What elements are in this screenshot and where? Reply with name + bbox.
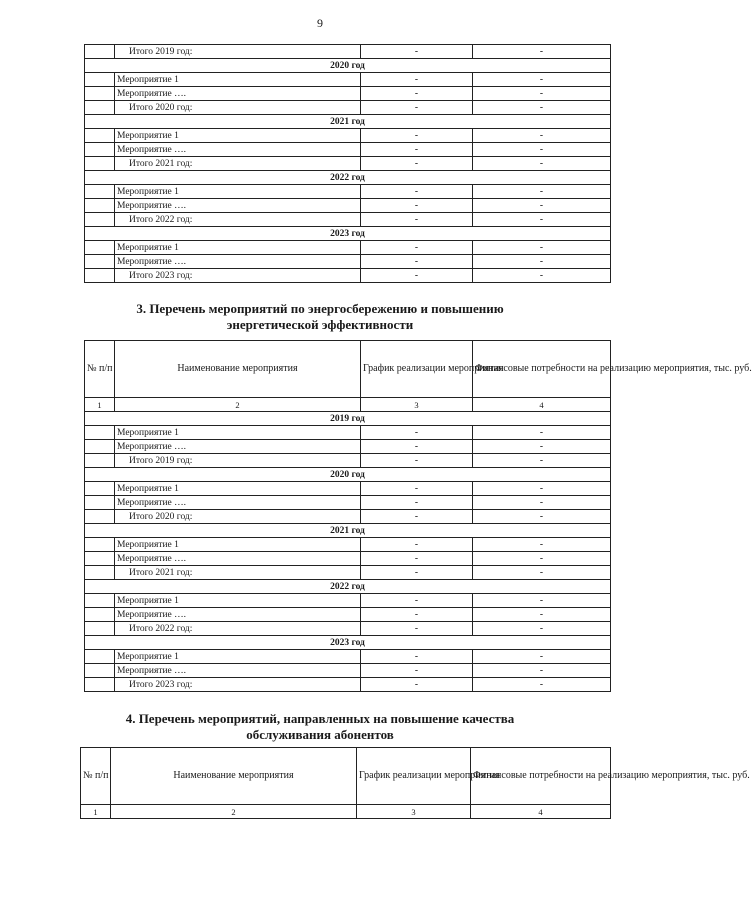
activity-name: Мероприятие 1 (115, 185, 361, 199)
column-number-row (81, 805, 611, 819)
schedule-value: - (361, 454, 473, 468)
total-row (85, 269, 611, 283)
finance-value: - (473, 608, 611, 622)
row-number-cell (85, 185, 115, 199)
row-number-cell (85, 241, 115, 255)
activity-name: Мероприятие …. (115, 87, 361, 101)
year-row (85, 468, 611, 482)
section3-table (84, 340, 752, 692)
header-row (81, 748, 611, 805)
total-row (85, 510, 611, 524)
schedule-value: - (361, 566, 473, 580)
finance-value: - (473, 538, 611, 552)
activity-name: Мероприятие …. (115, 664, 361, 678)
row-number-cell (85, 157, 115, 171)
activity-name: Мероприятие …. (115, 496, 361, 510)
table-row (85, 87, 611, 101)
finance-value: - (473, 269, 611, 283)
schedule-value: - (361, 678, 473, 692)
activity-name: Мероприятие …. (115, 199, 361, 213)
finance-value: - (473, 73, 611, 87)
activity-name: Мероприятие …. (115, 143, 361, 157)
section3-title-line1: 3. Перечень мероприятий по энергосбережению и повышению (136, 301, 504, 316)
finance-value: - (473, 255, 611, 269)
finance-value: - (473, 552, 611, 566)
schedule-value: - (361, 269, 473, 283)
activity-name: Мероприятие 1 (115, 73, 361, 87)
schedule-value: - (361, 143, 473, 157)
header-name: Наименование мероприятия (111, 748, 357, 805)
row-number-cell (85, 594, 115, 608)
row-number-cell (85, 101, 115, 115)
year-row (85, 59, 611, 73)
schedule-value: - (361, 482, 473, 496)
year-label: 2023 год (85, 227, 611, 241)
schedule-value: - (361, 538, 473, 552)
finance-value: - (473, 678, 611, 692)
table-row (85, 241, 611, 255)
finance-value: - (473, 454, 611, 468)
total-label: Итого 2019 год: (115, 454, 361, 468)
row-number-cell (85, 454, 115, 468)
total-label: Итого 2020 год: (115, 101, 361, 115)
row-number-cell (85, 255, 115, 269)
col-number-4: 4 (473, 398, 611, 412)
finance-value: - (473, 241, 611, 255)
finance-value: - (473, 622, 611, 636)
schedule-value: - (361, 510, 473, 524)
activity-name: Мероприятие …. (115, 255, 361, 269)
section4-title (0, 711, 640, 743)
schedule-value: - (361, 608, 473, 622)
section4-title-line1: 4. Перечень мероприятий, направленных на повышение качества (125, 711, 515, 726)
finance-value: - (473, 440, 611, 454)
schedule-value: - (361, 185, 473, 199)
row-number-cell (85, 440, 115, 454)
table-row (85, 185, 611, 199)
finance-value: - (473, 510, 611, 524)
finance-value: - (473, 482, 611, 496)
total-row (85, 45, 611, 59)
table-row (85, 440, 611, 454)
table-row (85, 664, 611, 678)
schedule-value: - (361, 101, 473, 115)
finance-value: - (473, 566, 611, 580)
year-label: 2022 год (85, 171, 611, 185)
schedule-value: - (361, 73, 473, 87)
year-label: 2019 год (85, 412, 611, 426)
schedule-value: - (361, 622, 473, 636)
activity-name: Мероприятие 1 (115, 426, 361, 440)
continued-table (84, 44, 611, 283)
year-label: 2021 год (85, 115, 611, 129)
row-number-cell (85, 608, 115, 622)
row-number-cell (85, 538, 115, 552)
total-label: Итого 2022 год: (115, 213, 361, 227)
finance-value: - (473, 426, 611, 440)
schedule-value: - (361, 157, 473, 171)
schedule-value: - (361, 426, 473, 440)
page-number: 9 (317, 16, 323, 30)
header-schedule: График реализации мероприятия (357, 748, 471, 805)
activity-name: Мероприятие 1 (115, 129, 361, 143)
year-row (85, 171, 611, 185)
header-finance: Финансовые потребности на реализацию мероприятия, тыс. руб. (471, 748, 611, 805)
year-row (85, 524, 611, 538)
total-row (85, 101, 611, 115)
schedule-value: - (361, 255, 473, 269)
year-row (85, 227, 611, 241)
header-num: № п/п (85, 341, 115, 398)
activity-name: Мероприятие 1 (115, 650, 361, 664)
schedule-value: - (361, 213, 473, 227)
row-number-cell (85, 552, 115, 566)
col-number-4: 4 (471, 805, 611, 819)
finance-value: - (473, 157, 611, 171)
row-number-cell (85, 496, 115, 510)
table-row (85, 650, 611, 664)
total-label: Итого 2022 год: (115, 622, 361, 636)
table-row (85, 426, 611, 440)
col-number-3: 3 (361, 398, 473, 412)
row-number-cell (85, 622, 115, 636)
col-number-1: 1 (85, 398, 115, 412)
finance-value: - (473, 143, 611, 157)
finance-value: - (473, 185, 611, 199)
activity-name: Мероприятие …. (115, 440, 361, 454)
finance-value: - (473, 594, 611, 608)
column-number-row (85, 398, 611, 412)
table-row (85, 143, 611, 157)
row-number-cell (85, 664, 115, 678)
year-label: 2022 год (85, 580, 611, 594)
schedule-value: - (361, 241, 473, 255)
header-num: № п/п (81, 748, 111, 805)
row-number-cell (85, 678, 115, 692)
col-number-1: 1 (81, 805, 111, 819)
activity-name: Мероприятие …. (115, 608, 361, 622)
table-row (85, 594, 611, 608)
finance-value: - (473, 664, 611, 678)
table-row (85, 129, 611, 143)
section4-title-line2: обслуживания абонентов (246, 727, 394, 742)
section3-title (0, 301, 640, 333)
total-label: Итого 2021 год: (115, 566, 361, 580)
section3-title-line2: энергетической эффективности (226, 317, 414, 332)
row-number-cell (85, 129, 115, 143)
schedule-value: - (361, 440, 473, 454)
schedule-value: - (361, 594, 473, 608)
table-row (85, 255, 611, 269)
year-label: 2020 год (85, 59, 611, 73)
schedule-value: - (361, 45, 473, 59)
total-row (85, 678, 611, 692)
activity-name: Мероприятие 1 (115, 482, 361, 496)
row-number-cell (85, 87, 115, 101)
row-number-cell (85, 426, 115, 440)
total-label: Итого 2020 год: (115, 510, 361, 524)
table-row (85, 496, 611, 510)
header-schedule: График реализации мероприятия (361, 341, 473, 398)
table-row (85, 552, 611, 566)
total-row (85, 566, 611, 580)
table-row (85, 73, 611, 87)
schedule-value: - (361, 496, 473, 510)
row-number-cell (85, 566, 115, 580)
activity-name: Мероприятие 1 (115, 241, 361, 255)
row-number-cell (85, 45, 115, 59)
finance-value: - (473, 199, 611, 213)
finance-value: - (473, 129, 611, 143)
total-row (85, 157, 611, 171)
header-finance: Финансовые потребности на реализацию мероприятия, тыс. руб. (473, 341, 611, 398)
finance-value: - (473, 496, 611, 510)
table-row (85, 482, 611, 496)
finance-value: - (473, 45, 611, 59)
col-number-3: 3 (357, 805, 471, 819)
row-number-cell (85, 650, 115, 664)
row-number-cell (85, 143, 115, 157)
year-label: 2023 год (85, 636, 611, 650)
table-row (85, 608, 611, 622)
total-label: Итого 2019 год: (115, 45, 361, 59)
total-row (85, 622, 611, 636)
total-label: Итого 2023 год: (115, 269, 361, 283)
schedule-value: - (361, 552, 473, 566)
section4-table (80, 747, 750, 819)
row-number-cell (85, 199, 115, 213)
year-row (85, 115, 611, 129)
schedule-value: - (361, 664, 473, 678)
schedule-value: - (361, 650, 473, 664)
total-row (85, 213, 611, 227)
header-name: Наименование мероприятия (115, 341, 361, 398)
activity-name: Мероприятие …. (115, 552, 361, 566)
schedule-value: - (361, 129, 473, 143)
col-number-2: 2 (111, 805, 357, 819)
row-number-cell (85, 482, 115, 496)
finance-value: - (473, 101, 611, 115)
schedule-value: - (361, 87, 473, 101)
total-row (85, 454, 611, 468)
row-number-cell (85, 213, 115, 227)
year-label: 2020 год (85, 468, 611, 482)
activity-name: Мероприятие 1 (115, 538, 361, 552)
year-label: 2021 год (85, 524, 611, 538)
row-number-cell (85, 73, 115, 87)
table-row (85, 199, 611, 213)
finance-value: - (473, 87, 611, 101)
total-label: Итого 2021 год: (115, 157, 361, 171)
row-number-cell (85, 269, 115, 283)
year-row (85, 412, 611, 426)
year-row (85, 580, 611, 594)
finance-value: - (473, 213, 611, 227)
col-number-2: 2 (115, 398, 361, 412)
activity-name: Мероприятие 1 (115, 594, 361, 608)
total-label: Итого 2023 год: (115, 678, 361, 692)
header-row (85, 341, 611, 398)
row-number-cell (85, 510, 115, 524)
schedule-value: - (361, 199, 473, 213)
year-row (85, 636, 611, 650)
table-row (85, 538, 611, 552)
finance-value: - (473, 650, 611, 664)
